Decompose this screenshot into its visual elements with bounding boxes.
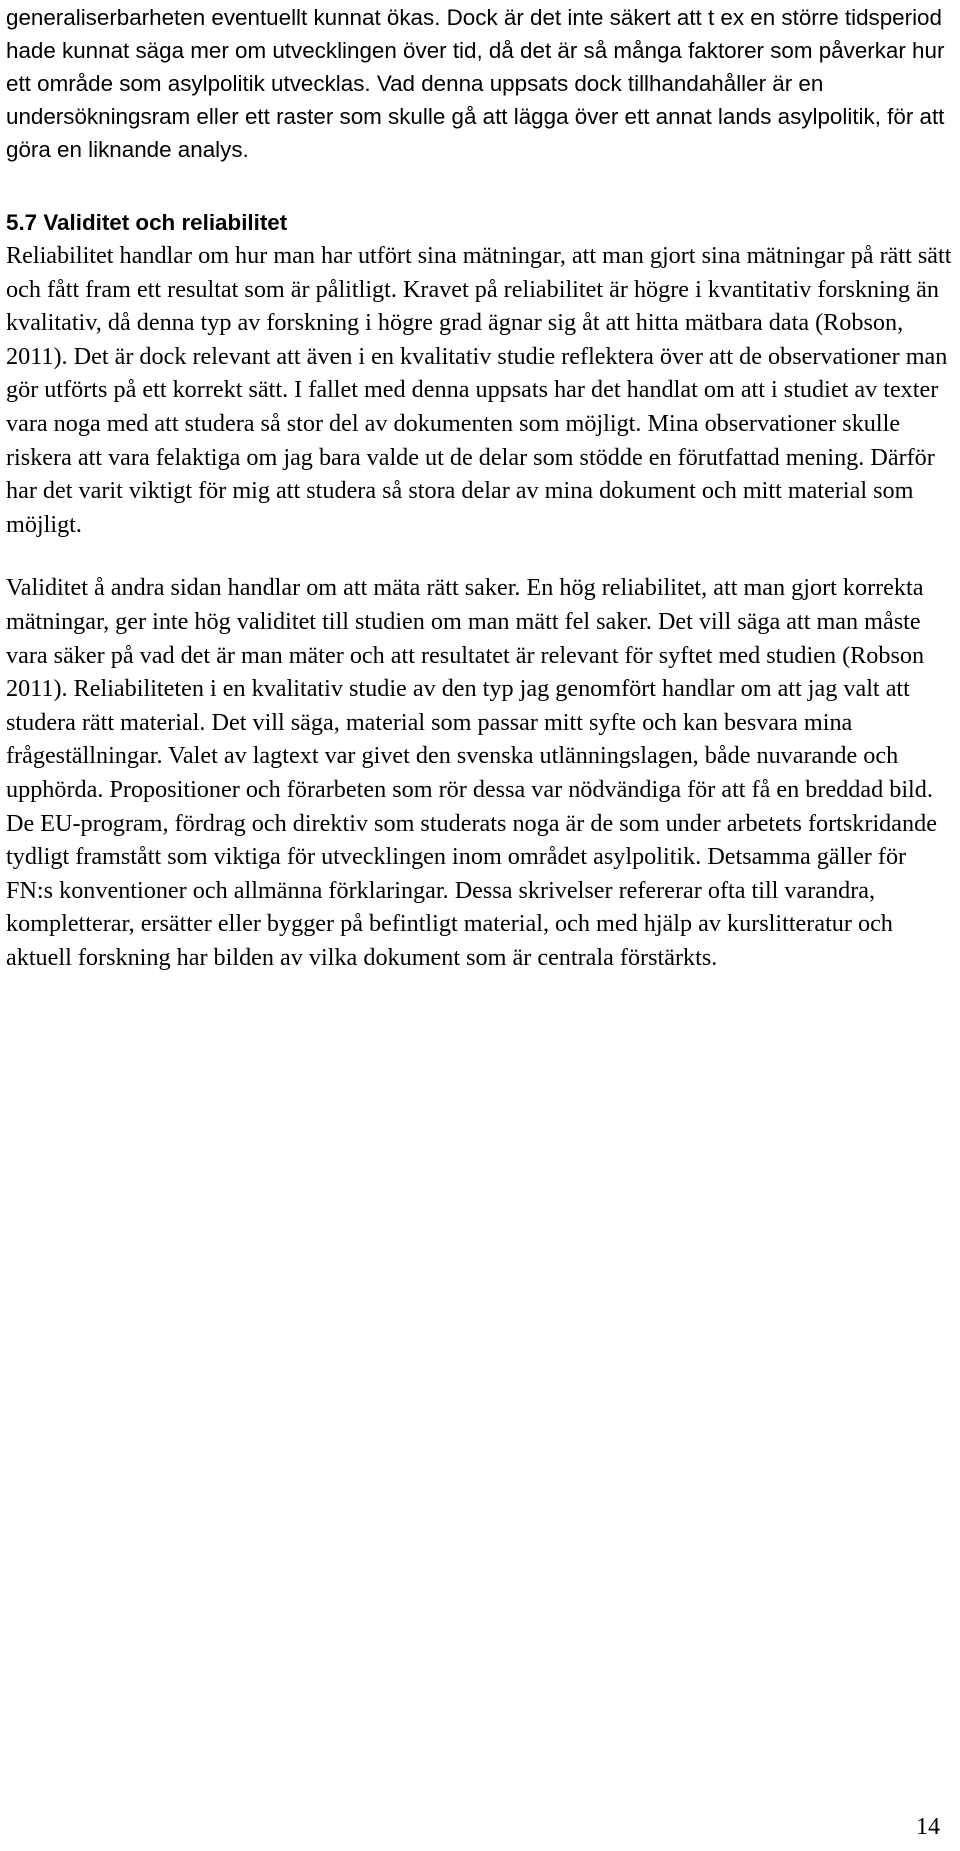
intro-paragraph: generaliserbarheten eventuellt kunnat ökas. Dock är det inte säkert att t ex en större tidsperiod hade kunnat säga mer om utvecklingen över tid, då det är så många faktorer som påverkar hur ett område som asylpolitik utvecklas. Vad denna uppsats dock tillhandahåller är en undersökningsram eller ett raster som skulle gå att lägga över ett annat lands asylpolitik, för att göra en liknande analys. (6, 5, 945, 162)
validity-paragraph: Validitet å andra sidan handlar om att mäta rätt saker. En hög reliabilitet, att man gjort korrekta mätningar, ger inte hög validitet till studien om man mätt fel saker. Det vill säga att man måste vara säker på vad det är man mäter och att resultatet är relevant för syftet med studien (Robson 2011). Reliabiliteten i en kvalitativ studie av den typ jag genomfört handlar om att jag valt att studera rätt material. Det vill säga, material som passar mitt syfte och kan besvara mina frågeställningar. Valet av lagtext var givet den svenska utlänningslagen, både nuvarande och upphörda. Propositioner och förarbeten som rör dessa var nödvändiga för att få en breddad bild. De EU-program, fördrag och direktiv som studerats noga är de som under arbetets fortskridande tydligt framstått som viktiga för utvecklingen inom området asylpolitik. Detsamma gäller för FN:s konventioner och allmänna förklaringar. Dessa skrivelser refererar ofta till varandra, kompletterar, ersätter eller bygger på befintligt material, och med hjälp av kurslitteratur och aktuell forskning har bilden av vilka dokument som är centrala förstärkts. (6, 574, 937, 971)
document-page (6, 0, 952, 974)
reliability-paragraph: Reliabilitet handlar om hur man har utfört sina mätningar, att man gjort sina mätningar på rätt sätt och fått fram ett resultat som är pålitligt. Kravet på reliabilitet är högre i kvantitativ forskning än kvalitativ, då denna typ av forskning i högre grad ägnar sig åt att hitta mätbara data (Robson, 2011). Det är dock relevant att även i en kvalitativ studie reflektera över att de observationer man gör utförts på ett korrekt sätt. I fallet med denna uppsats har det handlat om att i studiet av texter vara noga med att studera så stor del av dokumenten som möjligt. Mina observationer skulle riskera att vara felaktiga om jag bara valde ut de delar som stödde en förutfattad mening. Därför har det varit viktigt för mig att studera så stora delar av mina dokument och mitt material som möjligt. (6, 242, 952, 538)
section-heading: 5.7 Validitet och reliabilitet (6, 210, 288, 235)
page-number: 14 (916, 1814, 940, 1840)
